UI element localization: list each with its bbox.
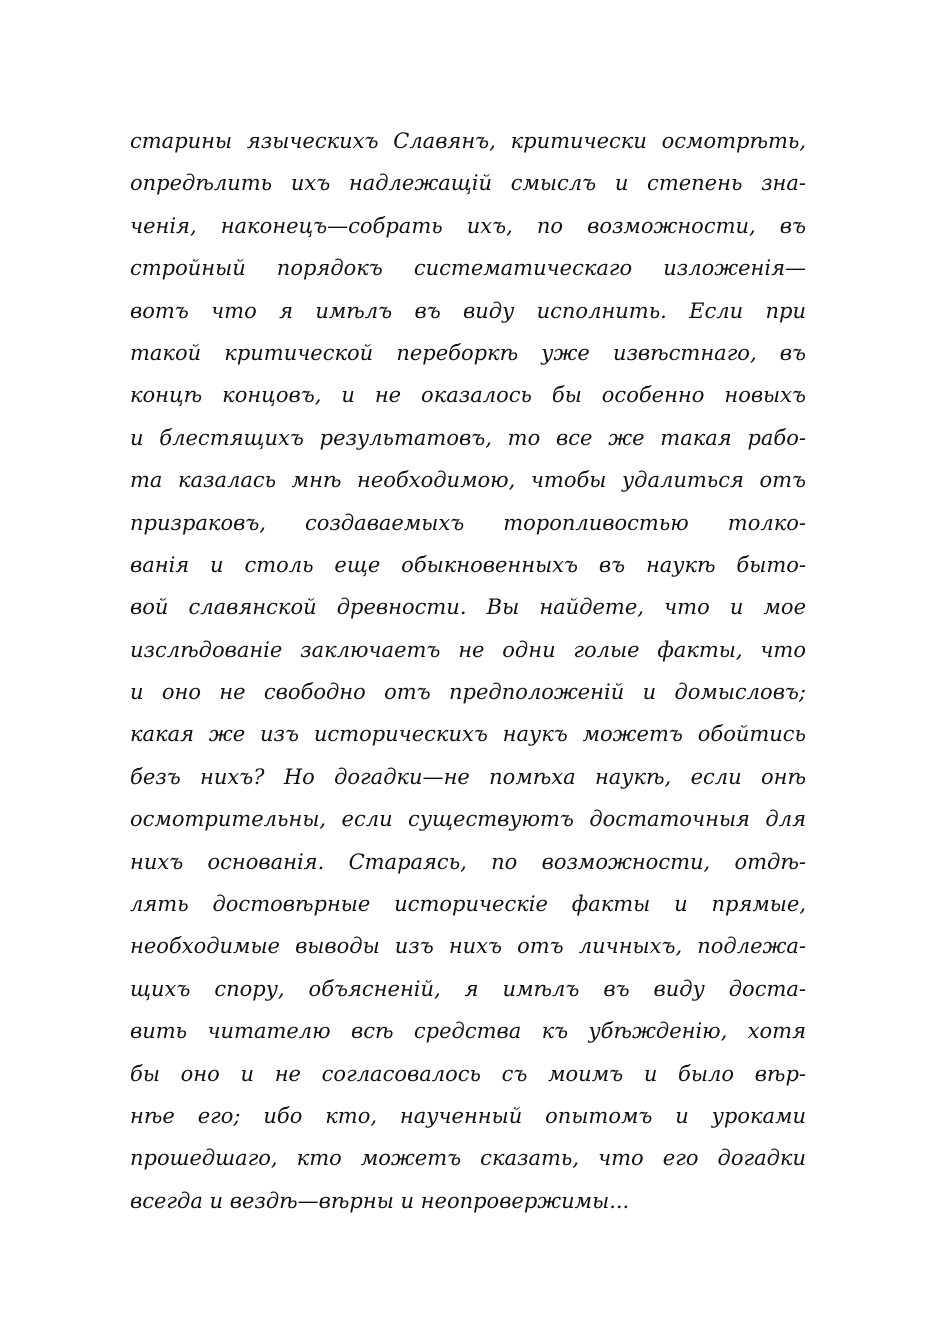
- text-line: такой критической переборкѣ уже извѣстнаго, въ: [130, 340, 806, 365]
- text-line: концѣ концовъ, и не оказалось бы особенно новыхъ: [130, 383, 806, 408]
- text-line: нихъ основанія. Стараясь, по возможности, отдѣ-: [130, 849, 806, 874]
- text-line: безъ нихъ? Но догадки—не помѣха наукѣ, если онѣ: [130, 764, 806, 789]
- text-line: осмотрительны, если существуютъ достаточныя для: [130, 807, 806, 832]
- text-line: стройный порядокъ систематическаго изложенія—: [130, 256, 806, 281]
- text-line: нѣе его; ибо кто, наученный опытомъ и уроками: [130, 1103, 806, 1128]
- text-line: старины языческихъ Славянъ, критически осмотрѣть,: [130, 129, 806, 153]
- text-line: та казалась мнѣ необходимою, чтобы удалиться отъ: [130, 468, 806, 493]
- text-line: всегда и вездѣ—вѣрны и неопровержимы...: [130, 1188, 630, 1213]
- handwritten-text-block: [130, 120, 806, 1222]
- text-line: опредѣлить ихъ надлежащій смыслъ и степень зна-: [130, 171, 806, 196]
- text-line: ченія, наконецъ—собрать ихъ, по возможности, въ: [130, 213, 806, 238]
- text-line: ванія и столь еще обыкновенныхъ въ наукѣ быто-: [130, 552, 806, 577]
- text-line: необходимые выводы изъ нихъ отъ личныхъ, подлежа-: [130, 934, 806, 959]
- text-line: призраковъ, создаваемыхъ торопливостью толко-: [130, 510, 806, 535]
- text-line: изслѣдованіе заключаетъ не одни голые факты, что: [130, 637, 806, 662]
- text-line: и блестящихъ результатовъ, то все же такая рабо-: [130, 425, 806, 450]
- text-line: прошедшаго, кто можетъ сказать, что его догадки: [130, 1146, 806, 1171]
- text-line: вотъ что я имѣлъ въ виду исполнить. Если при: [130, 298, 806, 323]
- text-line: бы оно и не согласовалось съ моимъ и было вѣр-: [130, 1061, 806, 1086]
- text-line: щихъ спору, объясненій, я имѣлъ въ виду доста-: [130, 976, 806, 1001]
- text-line: вить читателю всѣ средства къ убѣжденію, хотя: [130, 1019, 806, 1044]
- text-line: и оно не свободно отъ предположеній и домысловъ;: [130, 680, 806, 705]
- text-line: какая же изъ историческихъ наукъ можетъ обойтись: [130, 722, 806, 747]
- text-line: лять достовѣрные историческіе факты и прямые,: [130, 892, 806, 917]
- text-line: вой славянской древности. Вы найдете, что и мое: [130, 595, 806, 620]
